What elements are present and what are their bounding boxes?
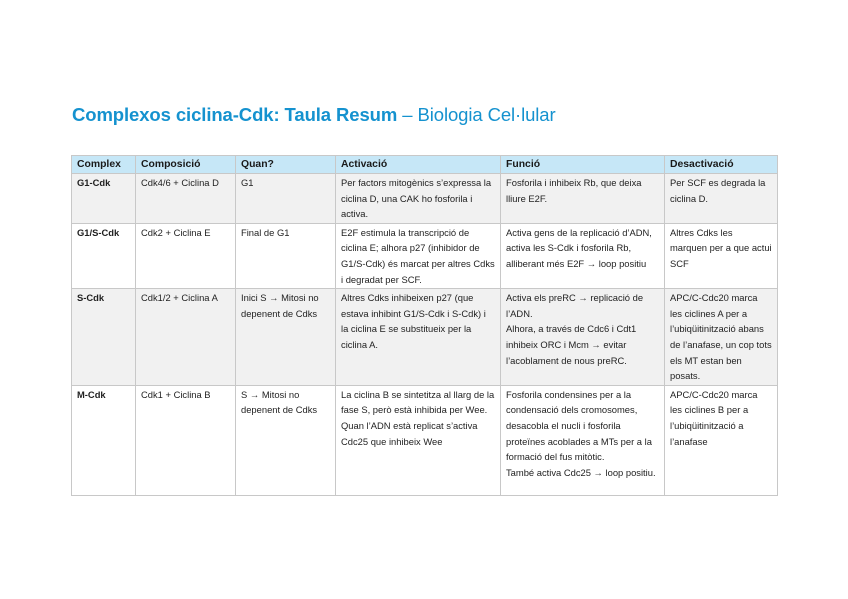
title-subtitle: Biologia Cel·lular [417,104,556,125]
cell-desactivacio: Altres Cdks les marquen per a que actui SCF [665,223,778,288]
funcio-line-1: Activa els preRC → replicació de l’ADN. [506,292,644,319]
document-title [72,104,556,126]
cell-quan: Inici S → Mitosi no depenent de Cdks [236,289,336,386]
header-quan: Quan? [236,156,336,174]
cell-desactivacio: Per SCF es degrada la ciclina D. [665,174,778,224]
title-main: Complexos ciclina-Cdk: Taula Resum [72,104,398,125]
cell-composicio: Cdk1/2 + Ciclina A [136,289,236,386]
funcio-line-2: Alhora, a través de Cdc6 i Cdt1 inhibeix ORC i Mcm → evitar l’acoblament de nous preRC. [506,323,637,366]
table-row [72,289,778,386]
header-activacio: Activació [336,156,501,174]
header-complex: Complex [72,156,136,174]
cell-funcio [501,385,665,495]
table-row [72,223,778,288]
cell-composicio: Cdk4/6 + Ciclina D [136,174,236,224]
funcio-line-1: Fosforila condensines per a la condensació dels cromosomes, desacobla el nucli i fosforila proteïnes acoblades a MTs per a la formació del fus mitòtic. [506,388,652,463]
cell-activacio: Per factors mitogènics s’expressa la ciclina D, una CAK ho fosforila i activa. [336,174,501,224]
cell-activacio: E2F estimula la transcripció de ciclina E; alhora p27 (inhibidor de G1/S-Cdk) és marcat per altres Cdks i degradat per SCF. [336,223,501,288]
summary-table [71,155,778,496]
cell-complex: G1-Cdk [72,174,136,224]
header-desactivacio: Desactivació [665,156,778,174]
cell-quan: Final de G1 [236,223,336,288]
cell-composicio: Cdk1 + Ciclina B [136,385,236,495]
cell-funcio [501,289,665,386]
cell-desactivacio: APC/C-Cdc20 marca les ciclines B per a l’ubiqüitinització a l’anafase [665,385,778,495]
cell-quan: G1 [236,174,336,224]
cell-desactivacio: APC/C-Cdc20 marca les ciclines A per a l’ubiqüitinització abans de l’anafase, un cop tots els MT estan ben posats. [665,289,778,386]
cell-complex: S-Cdk [72,289,136,386]
table-row [72,385,778,495]
header-composicio: Composició [136,156,236,174]
cell-activacio: La ciclina B se sintetitza al llarg de la fase S, però està inhibida per Wee. Quan l’ADN està replicat s’activa Cdc25 que inhibeix Wee [336,385,501,495]
table-row [72,174,778,224]
cell-activacio: Altres Cdks inhibeixen p27 (que estava inhibint G1/S-Cdk i S-Cdk) i la ciclina E se substitueix per la ciclina A. [336,289,501,386]
cell-funcio: Fosforila i inhibeix Rb, que deixa lliure E2F. [501,174,665,224]
cell-funcio: Activa gens de la replicació d’ADN, activa les S-Cdk i fosforila Rb, alliberant més E2F → loop positiu [501,223,665,288]
cell-composicio: Cdk2 + Ciclina E [136,223,236,288]
title-separator: – [397,104,418,125]
header-funcio: Funció [501,156,665,174]
cell-quan: S → Mitosi no depenent de Cdks [236,385,336,495]
cell-complex: G1/S-Cdk [72,223,136,288]
cell-complex: M-Cdk [72,385,136,495]
table-header-row [72,156,778,174]
funcio-line-2: També activa Cdc25 → loop positiu. [506,466,656,478]
